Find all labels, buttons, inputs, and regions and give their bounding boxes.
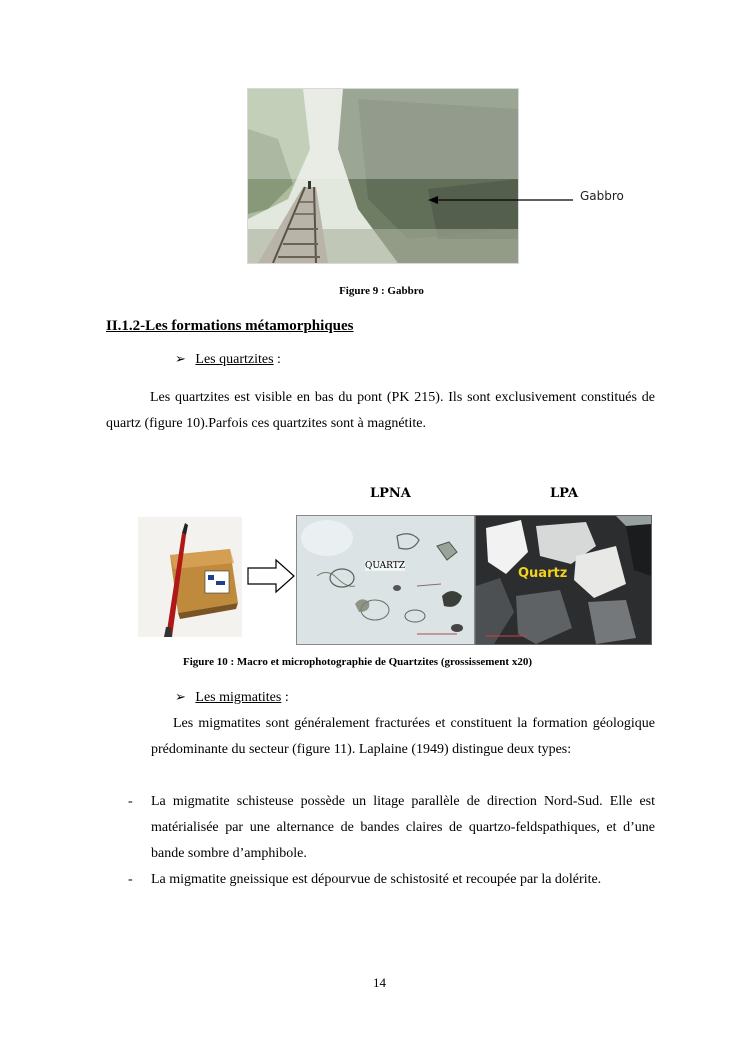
gabbro-photo: [247, 88, 519, 264]
quartzites-bullet-title: Les quartzites: [195, 352, 274, 367]
quartzites-paragraph: Les quartzites est visible en bas du pont (PK 215). Ils sont exclusivement constitués de quartz (figure 10).Parfois ces quartzites sont à magnétite.: [106, 390, 655, 431]
lpna-quartz-label: QUARTZ: [365, 561, 406, 571]
list-item-text: La migmatite schisteuse possède un litage parallèle de direction Nord-Sud. Elle est matérialisée par une alternance de bandes claires de quartzo-feldspathiques, et d’une bande sombre d’amphibole.: [151, 794, 655, 861]
dash-bullet: -: [128, 794, 133, 809]
migmatites-intro: Les migmatites sont généralement fracturées et constituent la formation géologique prédominante du secteur (figure 11). Laplaine (1949) distingue deux types:: [151, 716, 655, 757]
list-item-text: La migmatite gneissique est dépourvue de schistosité et recoupée par la dolérite.: [151, 872, 602, 887]
lpa-microphoto: [475, 515, 652, 645]
quartzites-bullet: [175, 351, 281, 368]
lpna-microphoto: [296, 515, 475, 645]
migmatites-types-list: [106, 789, 655, 893]
quartzite-macro-photo: [138, 517, 242, 637]
list-item: [106, 789, 655, 867]
lpa-label: LPA: [550, 486, 579, 501]
quartzite-macro-drawing: [138, 517, 242, 637]
arrow-bullet-icon: ➢: [175, 689, 186, 704]
dash-bullet: -: [128, 872, 133, 887]
figure-9-caption: Figure 9 : Gabbro: [339, 285, 424, 297]
migmatites-bullet-suffix: :: [281, 690, 289, 705]
gabbro-label: Gabbro: [580, 189, 624, 203]
lpna-label: LPNA: [370, 486, 411, 501]
page-number: 14: [373, 975, 386, 990]
migmatites-bullet-title: Les migmatites: [195, 690, 282, 705]
gabbro-photo-drawing: [248, 89, 518, 263]
section-heading: II.1.2-Les formations métamorphiques: [106, 318, 354, 334]
lpa-quartz-label: Quartz: [518, 566, 568, 581]
list-item: [106, 867, 655, 893]
figure-10-caption: Figure 10 : Macro et microphotographie de Quartzites (grossissement x20): [183, 656, 532, 668]
quartzites-bullet-suffix: :: [273, 352, 281, 367]
gabbro-arrow: [425, 190, 575, 210]
lpna-microphoto-drawing: [297, 516, 474, 644]
arrow-bullet-icon: ➢: [175, 351, 186, 366]
migmatites-bullet: [175, 689, 289, 706]
right-arrow-icon: [246, 558, 296, 594]
